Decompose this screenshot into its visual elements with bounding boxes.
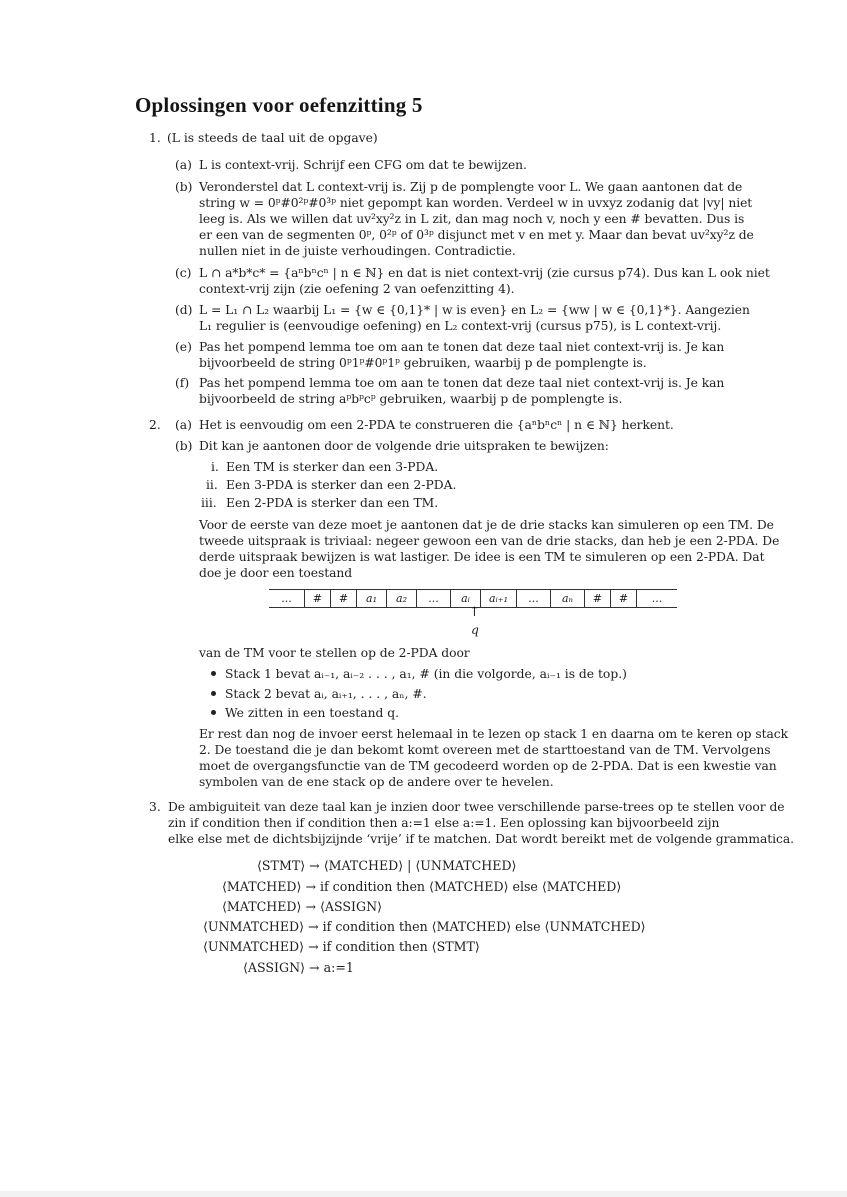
q2b-item-text: Een 3-PDA is sterker dan een 2-PDA. bbox=[226, 478, 457, 492]
q2b-para1-line: Voor de eerste van deze moet je aantonen dat je de drie stacks kan simuleren op een TM. De bbox=[199, 518, 774, 532]
bullet-item bbox=[211, 705, 399, 721]
q2b-para2: van de TM voor te stellen op de 2-PDA door bbox=[199, 646, 470, 660]
q1b-label: (b) bbox=[175, 180, 193, 194]
q1f-label: (f) bbox=[175, 376, 190, 390]
q1b-line: leeg is. Als we willen dat uv²xy²z in L zit, dan mag noch v, noch y een # bevatten. Dus is bbox=[199, 212, 745, 226]
q2b-para3-line: 2. De toestand die je dan bekomt komt overeen met de starttoestand van de TM. Vervolgens bbox=[199, 743, 771, 757]
tape-cell: a₂ bbox=[387, 590, 417, 607]
q2b-text: Dit kan je aantonen door de volgende drie uitspraken te bewijzen: bbox=[199, 439, 609, 453]
q2b-item-label: ii. bbox=[206, 478, 218, 492]
q2b-item-text: Een TM is sterker dan een 3-PDA. bbox=[226, 460, 439, 474]
q1e-label: (e) bbox=[175, 340, 192, 354]
bullet-icon bbox=[211, 710, 216, 715]
q2b-para1-line: derde uitspraak bewijzen is wat lastiger. De idee is een TM te simuleren op een 2-PDA. Dat bbox=[199, 550, 765, 564]
q1b-line: Veronderstel dat L context-vrij is. Zij p de pomplengte voor L. We gaan aantonen dat de bbox=[199, 180, 743, 194]
q3-number: 3. bbox=[149, 800, 161, 814]
q2b-para3-line: moet de overgangsfunctie van de TM gecodeerd worden op de 2-PDA. Dat is een kwestie van bbox=[199, 759, 777, 773]
q2-number: 2. bbox=[149, 418, 161, 432]
bullet-text: Stack 2 bevat aᵢ, aᵢ₊₁, . . . , aₙ, #. bbox=[225, 687, 427, 701]
tape-cell: a₁ bbox=[357, 590, 387, 607]
bullet-icon bbox=[211, 691, 216, 696]
tape-cell: # bbox=[305, 590, 331, 607]
tape-cell: aᵢ bbox=[451, 590, 481, 607]
q1b-line: string w = 0ᵖ#0²ᵖ#0³ᵖ niet gepompt kan worden. Verdeel w in uvxyz zodanig dat |vy| niet bbox=[199, 196, 753, 210]
grammar-rule: ⟨UNMATCHED⟩ → if condition then ⟨MATCHED⟩ else ⟨UNMATCHED⟩ bbox=[203, 919, 646, 934]
q3-line: elke else met de dichtsbijzijnde ‘vrije’ if te matchen. Dat wordt bereikt met de volgende grammatica. bbox=[168, 832, 794, 846]
q3-line: De ambiguiteit van deze taal kan je inzien door twee verschillende parse-trees op te stellen voor de bbox=[168, 800, 785, 814]
tape-head-arrow-icon: ↑ bbox=[469, 605, 480, 620]
bullet-item bbox=[211, 686, 427, 702]
q1a-label: (a) bbox=[175, 158, 192, 172]
q1f-line: Pas het pompend lemma toe om aan te tonen dat deze taal niet context-vrij is. Je kan bbox=[199, 376, 725, 390]
q2b-item-label: iii. bbox=[201, 496, 217, 510]
grammar-rule: ⟨ASSIGN⟩ → a:=1 bbox=[243, 960, 354, 975]
tape-cell: ... bbox=[417, 590, 451, 607]
q1d-line: L = L₁ ∩ L₂ waarbij L₁ = {w ∈ {0,1}* | w is even} en L₂ = {ww | w ∈ {0,1}*}. Aangezien bbox=[199, 303, 750, 317]
q1d-line: L₁ regulier is (eenvoudige oefening) en L₂ context-vrij (cursus p75), is L context-vrij. bbox=[199, 319, 722, 333]
q2b-item-label: i. bbox=[211, 460, 219, 474]
q2b-para3-line: Er rest dan nog de invoer eerst helemaal in te lezen op stack 1 en daarna om te keren op stack bbox=[199, 727, 789, 741]
tape-cell: ... bbox=[269, 590, 305, 607]
q1b-line: nullen niet in de juiste verhoudingen. Contradictie. bbox=[199, 244, 516, 258]
bullet-text: Stack 1 bevat aᵢ₋₁, aᵢ₋₂ . . . , a₁, # (in die volgorde, aᵢ₋₁ is de top.) bbox=[225, 667, 627, 681]
grammar-rule: ⟨MATCHED⟩ → ⟨ASSIGN⟩ bbox=[222, 899, 383, 914]
tape-cell: ... bbox=[517, 590, 551, 607]
q1-number: 1. bbox=[149, 131, 161, 145]
tape-head-state: q bbox=[471, 623, 479, 637]
q2a-label: (a) bbox=[175, 418, 192, 432]
grammar-rule: ⟨STMT⟩ → ⟨MATCHED⟩ | ⟨UNMATCHED⟩ bbox=[257, 858, 517, 873]
q2b-item-text: Een 2-PDA is sterker dan een TM. bbox=[226, 496, 439, 510]
grammar-rule: ⟨UNMATCHED⟩ → if condition then ⟨STMT⟩ bbox=[203, 939, 480, 954]
bullet-item bbox=[211, 666, 627, 682]
bullet-icon bbox=[211, 671, 216, 676]
page-title: Oplossingen voor oefenzitting 5 bbox=[135, 93, 423, 117]
q1b-line: er een van de segmenten 0ᵖ, 0²ᵖ of 0³ᵖ disjunct met v en met y. Maar dan bevat uv²xy²z de bbox=[199, 228, 754, 242]
q1e-line: Pas het pompend lemma toe om aan te tonen dat deze taal niet context-vrij is. Je kan bbox=[199, 340, 725, 354]
q3-line: zin if condition then if condition then a:=1 else a:=1. Een oplossing kan bijvoorbeeld zijn bbox=[168, 816, 720, 830]
grammar-rule: ⟨MATCHED⟩ → if condition then ⟨MATCHED⟩ else ⟨MATCHED⟩ bbox=[222, 879, 622, 894]
tape-cell: # bbox=[331, 590, 357, 607]
q2b-para1-line: tweede uitspraak is triviaal: negeer gewoon een van de drie stacks, dan heb je een 2-PDA. De bbox=[199, 534, 780, 548]
q1c-line: context-vrij zijn (zie oefening 2 van oefenzitting 4). bbox=[199, 282, 515, 296]
tape-cell: ... bbox=[651, 592, 663, 605]
q2a-text: Het is eenvoudig om een 2-PDA te construeren die {aⁿbⁿcⁿ | n ∈ ℕ} herkent. bbox=[199, 418, 674, 432]
tape-cell: aₙ bbox=[551, 590, 585, 607]
q1c-line: L ∩ a*b*c* = {aⁿbⁿcⁿ | n ∈ ℕ} en dat is niet context-vrij (zie cursus p74). Dus kan L ook niet bbox=[199, 266, 770, 280]
q1d-label: (d) bbox=[175, 303, 193, 317]
tape-cell: aᵢ₊₁ bbox=[481, 590, 517, 607]
q2b-para3-line: symbolen van de ene stack op de andere over te hevelen. bbox=[199, 775, 554, 789]
q1a-text: L is context-vrij. Schrijf een CFG om dat te bewijzen. bbox=[199, 158, 527, 172]
q1-intro: (L is steeds de taal uit de opgave) bbox=[167, 131, 378, 145]
q1e-line: bijvoorbeeld de string 0ᵖ1ᵖ#0ᵖ1ᵖ gebruiken, waarbij p de pomplengte is. bbox=[199, 356, 647, 370]
bullet-text: We zitten in een toestand q. bbox=[225, 706, 400, 720]
q1c-label: (c) bbox=[175, 266, 192, 280]
tape-cell: # bbox=[611, 590, 637, 607]
scan-edge bbox=[0, 1191, 847, 1197]
q2b-para1-line: doe je door een toestand bbox=[199, 566, 353, 580]
q1f-line: bijvoorbeeld de string aᵖbᵖcᵖ gebruiken, waarbij p de pomplengte is. bbox=[199, 392, 623, 406]
tape-cell: # bbox=[585, 590, 611, 607]
q2b-label: (b) bbox=[175, 439, 193, 453]
